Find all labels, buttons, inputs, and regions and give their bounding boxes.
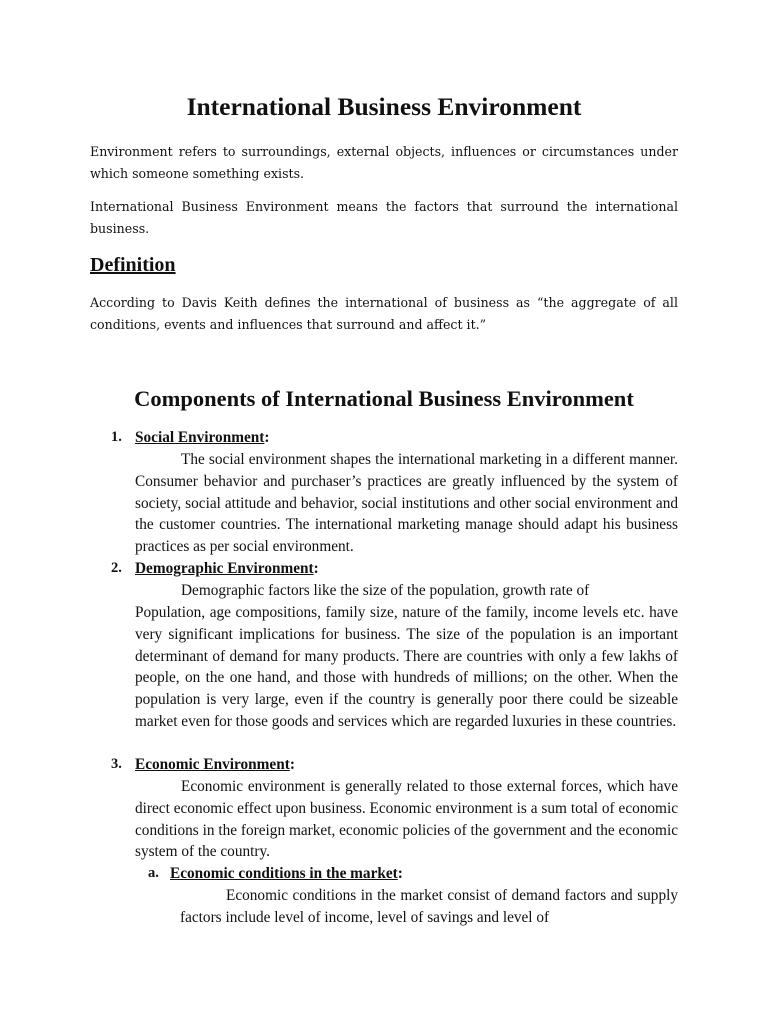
sub-list-item-body: Economic conditions in the market consist of demand factors and supply factors include level of income, level of savings and level of [180, 887, 678, 926]
list-item-heading-text: Economic Environment [135, 756, 290, 773]
document-title: International Business Environment [186, 92, 582, 121]
list-item-heading [135, 427, 269, 449]
sub-list-item-heading-colon: : [397, 865, 403, 882]
definition-heading: Definition [90, 254, 176, 276]
list-item-heading-text: Social Environment [135, 429, 265, 446]
list-item-heading-text: Demographic Environment [135, 560, 314, 577]
list-item-heading [135, 754, 295, 776]
list-item-body-first-line: Demographic factors like the size of the population, growth rate of [181, 582, 590, 599]
list-item-heading-colon: : [264, 429, 270, 446]
list-item-number: 2. [111, 560, 122, 576]
definition-paragraph: According to Davis Keith defines the international of business as “the aggregate of all conditions, events and influences that surround and affect it.” [90, 295, 678, 332]
sub-list-item-letter: a. [148, 865, 159, 881]
list-item-body: The social environment shapes the international marketing in a different manner. Consumer behavior and purchaser’s practices are greatly influenced by the system of society, social attitude and behavior, social institutions and other social environment and the customer countries. The international marketing manage should adapt his business practices as per social environment. [135, 451, 678, 556]
components-heading: Components of International Business Environment [134, 386, 634, 411]
sub-list-item-heading [170, 863, 403, 885]
intro-paragraph-environment: Environment refers to surroundings, external objects, influences or circumstances under which someone something exists. [90, 144, 678, 181]
sub-list-item-heading-text: Economic conditions in the market [170, 865, 398, 882]
list-item-number: 3. [111, 756, 122, 772]
list-item-number: 1. [111, 429, 122, 445]
intro-paragraph-ibe: International Business Environment means the factors that surround the international business. [90, 199, 678, 236]
list-item-body: Economic environment is generally related to those external forces, which have direct economic effect upon business. Economic environment is a sum total of economic conditions in the foreign market, economic policies of the government and the economic system of the country. [135, 778, 678, 861]
list-item-heading [135, 558, 319, 580]
list-item-heading-colon: : [313, 560, 319, 577]
list-item-body: Population, age compositions, family size, nature of the family, income levels etc. have very significant implications for business. The size of the population is an important determinant of demand for many products. There are countries with only a few lakhs of people, on the one hand, and those with hundreds of millions; on the other. When the population is very large, even if the country is generally poor there could be sizeable market even for those goods and services which are regarded luxuries in these countries. [135, 604, 678, 730]
list-item-heading-colon: : [289, 756, 295, 773]
